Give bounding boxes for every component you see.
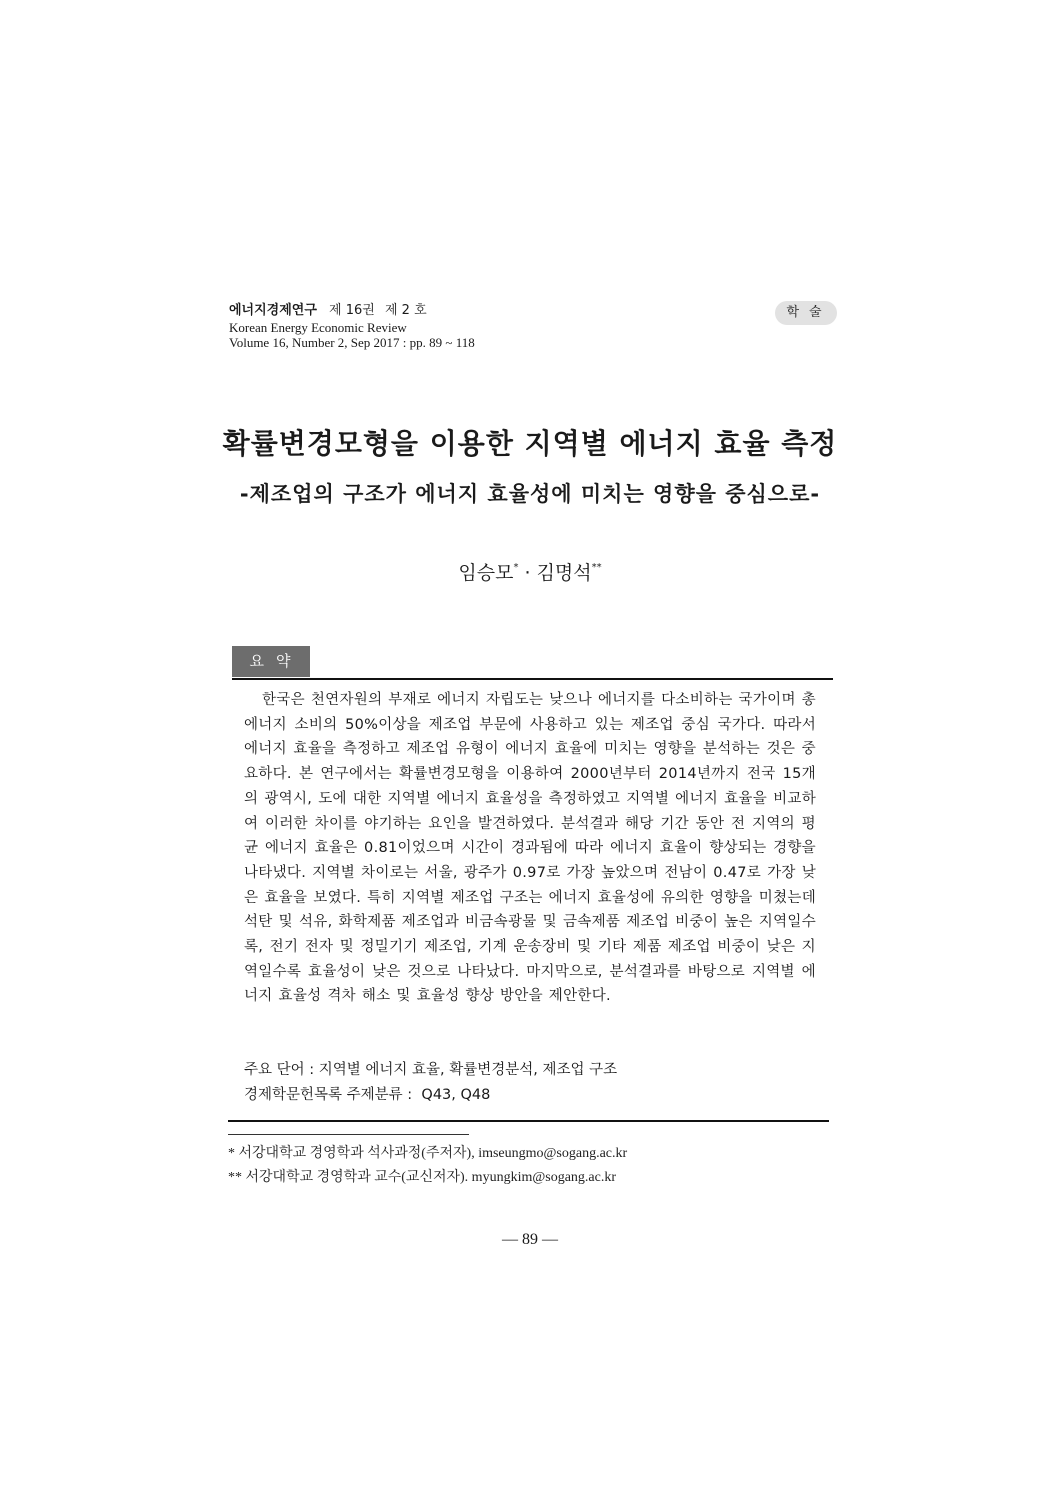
volume-ko: 제 16권 [329,303,375,318]
category-badge: 학술 [775,301,837,325]
footnotes [228,1142,627,1190]
keywords-row [244,1058,824,1083]
journal-ko-line [229,302,475,320]
abstract-body: 한국은 천연자원의 부재로 에너지 자립도는 낮으나 에너지를 다소비하는 국가이며 총 에너지 소비의 50%이상을 제조업 부문에 사용하고 있는 제조업 중심 국가다. 따라서 에너지 효율을 측정하고 제조업 유형이 에너지 효율에 미치는 영향을 분석하는 것은 중요하다. 본 연구에서는 확률변경모형을 이용하여 2000년부터 2014년까지 전국 15개의 광역시, 도에 대한 지역별 에너지 효율성을 측정하였고 지역별 에너지 효율을 비교하여 이러한 차이를 야기하는 요인을 발견하였다. 분석결과 해당 기간 동안 전 지역의 평균 에너지 효율은 0.81이었으며 시간이 경과됨에 따라 에너지 효율이 향상되는 경향을 나타냈다. 지역별 차이로는 서울, 광주가 0.97로 가장 높았으며 전남이 0.47로 가장 낮은 효율을 보였다. 특히 지역별 제조업 구조는 에너지 효율성에 유의한 영향을 미쳤는데 석탄 및 석유, 화학제품 제조업과 비금속광물 및 금속제품 제조업 비중이 높은 지역일수록, 전기 전자 및 정밀기기 제조업, 기계 운송장비 및 기타 제품 제조업 비중이 낮은 지역일수록 효율성이 낮은 것으로 나타났다. 마지막으로, 분석결과를 바탕으로 지역별 에너지 효율성 격차 해소 및 효율성 향상 방안을 제안한다. [244,692,816,1005]
footnote-2: ** 서강대학교 경영학과 교수(교신저자). myungkim@sogang.ac.kr [228,1170,616,1185]
keywords-value: 지역별 에너지 효율, 확률변경분석, 제조업 구조 [318,1062,618,1078]
jel-label: 경제학문헌목록 주제분류 : [244,1087,422,1103]
journal-name-en: Korean Energy Economic Review [229,320,407,335]
author-1-footnote-mark: * [513,562,519,573]
abstract-heading-bar [232,646,833,680]
paper-title: 확률변경모형을 이용한 지역별 에너지 효율 측정 [222,427,838,460]
keywords-label: 주요 단어 : [244,1062,319,1078]
keywords-block [244,1058,824,1108]
footnote-divider [228,1134,469,1135]
author-2-footnote-mark: ** [591,562,602,573]
issue-ko: 제 2 호 [384,303,427,318]
abstract-heading: 요약 [232,646,310,677]
author-2: 김명석 [536,562,592,584]
paper-subtitle: -제조업의 구조가 에너지 효율성에 미치는 영향을 중심으로- [239,482,821,506]
author-1: 임승모 [458,562,514,584]
journal-name-ko: 에너지경제연구 [229,303,317,318]
citation-en: Volume 16, Number 2, Sep 2017 : pp. 89 ~ 118 [229,335,475,350]
journal-header [229,302,475,350]
section-divider [228,1120,829,1122]
jel-value: Q43, Q48 [421,1087,491,1103]
author-separator: · [518,562,537,584]
page-number: — 89 — [502,1231,558,1248]
author-line [0,558,1060,585]
jel-row [244,1083,824,1108]
footnote-1: * 서강대학교 경영학과 석사과정(주저자), imseungmo@sogang.ac.kr [228,1146,628,1161]
